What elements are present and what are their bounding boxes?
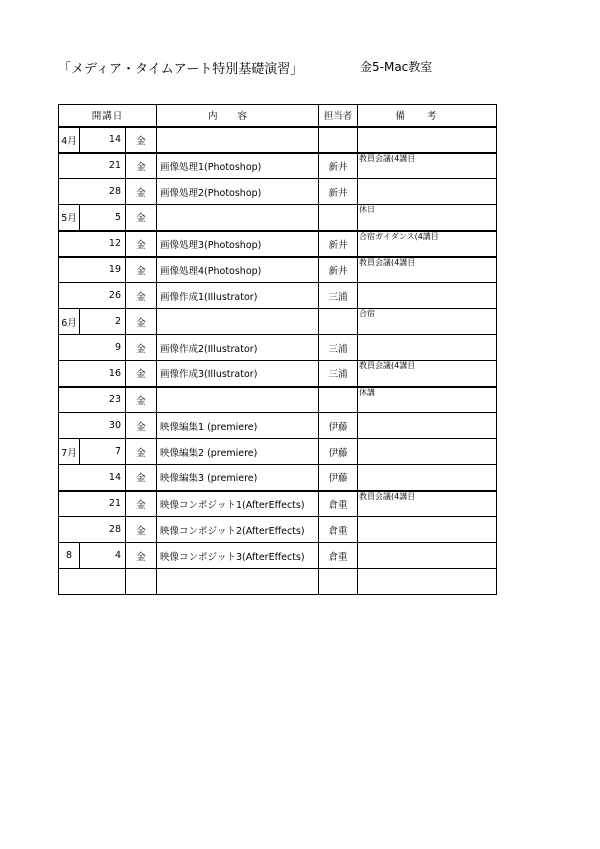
row-content: 画像作成3(Illustrator) [157,361,319,387]
table-row [59,179,497,205]
row-note [358,439,497,465]
row-teacher: 伊藤 [319,465,358,491]
row-weekday: 金 [126,491,157,517]
row-note [358,413,497,439]
row-content: 画像処理1(Photoshop) [157,153,319,179]
table-row [59,465,497,491]
row-weekday: 金 [126,205,157,231]
row-month: 4月 [59,127,80,153]
row-note [358,465,497,491]
table-row [59,439,497,465]
row-note [358,283,497,309]
row-day: 12 [80,231,126,257]
row-month: 6月 [59,309,80,335]
row-content: 映像編集2 (premiere) [157,439,319,465]
row-day: 26 [80,283,126,309]
row-note [358,335,497,361]
row-month [59,517,80,543]
row-month [59,335,80,361]
row-note [358,179,497,205]
document-title: 「メディア・タイムアート特別基礎演習」 [58,62,304,77]
header-content: 内容 [157,105,319,127]
row-weekday: 金 [126,465,157,491]
row-day: 21 [80,491,126,517]
row-content: 映像コンポジット2(AfterEffects) [157,517,319,543]
row-month [59,283,80,309]
row-note [358,569,497,595]
row-month [59,231,80,257]
row-note [358,127,497,153]
row-day: 2 [80,309,126,335]
row-note [358,543,497,569]
row-teacher [319,569,358,595]
row-day: 30 [80,413,126,439]
row-weekday: 金 [126,127,157,153]
row-content: 映像編集3 (premiere) [157,465,319,491]
header-date: 開講日 [59,105,157,127]
row-content: 画像作成1(Illustrator) [157,283,319,309]
row-teacher: 三浦 [319,283,358,309]
table-row [59,309,497,335]
row-day [80,569,126,595]
row-day: 7 [80,439,126,465]
table-header-row [59,105,497,127]
row-weekday: 金 [126,309,157,335]
header-notes: 備考 [358,105,497,127]
row-teacher: 新井 [319,153,358,179]
row-month [59,361,80,387]
row-note: 休講 [358,387,497,413]
row-teacher: 新井 [319,179,358,205]
row-teacher: 倉重 [319,491,358,517]
row-teacher [319,205,358,231]
table-row [59,413,497,439]
row-teacher [319,387,358,413]
row-weekday [126,569,157,595]
row-content [157,205,319,231]
row-month [59,257,80,283]
row-content: 画像処理4(Photoshop) [157,257,319,283]
row-note: 合宿 [358,309,497,335]
row-content: 映像コンポジット3(AfterEffects) [157,543,319,569]
row-weekday: 金 [126,387,157,413]
row-month [59,153,80,179]
row-content: 画像作成2(Illustrator) [157,335,319,361]
row-month [59,569,80,595]
classroom-label: 金5-Mac教室 [360,60,433,74]
row-weekday: 金 [126,517,157,543]
row-content: 映像編集1 (premiere) [157,413,319,439]
table-row [59,543,497,569]
table-row [59,361,497,387]
table-row [59,127,497,153]
row-weekday: 金 [126,179,157,205]
row-month [59,179,80,205]
table-row [59,335,497,361]
row-note: 休日 [358,205,497,231]
row-teacher: 倉重 [319,543,358,569]
table-row [59,153,497,179]
row-content: 画像処理3(Photoshop) [157,231,319,257]
table-row [59,491,497,517]
row-weekday: 金 [126,543,157,569]
row-weekday: 金 [126,335,157,361]
row-note: 合宿ガイダンス(4講目 [358,231,497,257]
row-teacher: 伊藤 [319,439,358,465]
row-teacher: 三浦 [319,335,358,361]
row-month: 8 [59,543,80,569]
row-weekday: 金 [126,231,157,257]
row-day: 16 [80,361,126,387]
row-note: 教員会議(4講目 [358,491,497,517]
row-teacher: 新井 [319,231,358,257]
table-row [59,517,497,543]
table-row [59,569,497,595]
row-day: 9 [80,335,126,361]
row-teacher: 倉重 [319,517,358,543]
row-day: 28 [80,517,126,543]
row-content: 画像処理2(Photoshop) [157,179,319,205]
table-row [59,205,497,231]
table-row [59,387,497,413]
row-month [59,387,80,413]
row-day: 5 [80,205,126,231]
row-teacher: 三浦 [319,361,358,387]
row-month [59,465,80,491]
row-day: 14 [80,127,126,153]
row-content: 映像コンポジット1(AfterEffects) [157,491,319,517]
row-note: 教員会議(4講目 [358,257,497,283]
row-teacher: 新井 [319,257,358,283]
row-note [358,517,497,543]
row-note: 教員会議(4講目 [358,361,497,387]
row-month: 7月 [59,439,80,465]
row-teacher [319,309,358,335]
row-content [157,569,319,595]
row-day: 21 [80,153,126,179]
row-weekday: 金 [126,413,157,439]
row-weekday: 金 [126,283,157,309]
row-content [157,309,319,335]
row-day: 23 [80,387,126,413]
row-day: 4 [80,543,126,569]
row-day: 19 [80,257,126,283]
row-teacher: 伊藤 [319,413,358,439]
row-content [157,387,319,413]
table-row [59,257,497,283]
table-row [59,283,497,309]
row-month [59,413,80,439]
row-day: 28 [80,179,126,205]
schedule-table [58,104,497,595]
row-month [59,491,80,517]
row-month: 5月 [59,205,80,231]
row-weekday: 金 [126,257,157,283]
row-note: 教員会議(4講目 [358,153,497,179]
row-day: 14 [80,465,126,491]
row-weekday: 金 [126,153,157,179]
row-weekday: 金 [126,361,157,387]
table-row [59,231,497,257]
row-content [157,127,319,153]
row-teacher [319,127,358,153]
header-teacher: 担当者 [319,105,358,127]
row-weekday: 金 [126,439,157,465]
